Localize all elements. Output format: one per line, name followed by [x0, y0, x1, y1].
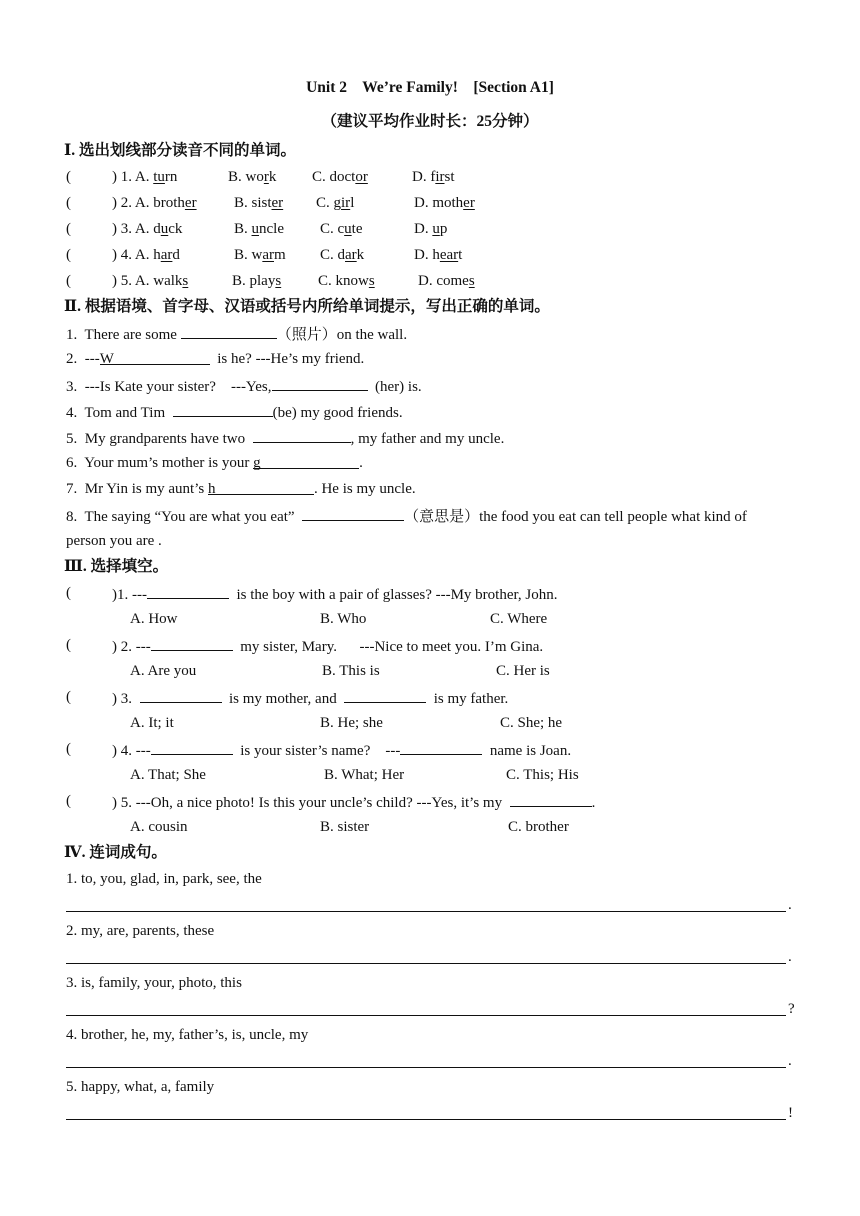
option-text: B.	[234, 221, 252, 237]
question-text: is my mother, and	[221, 691, 345, 707]
underlined-part: er	[271, 195, 284, 211]
underlined-part: s	[182, 273, 189, 289]
item-text: （照片）on the wall.	[276, 327, 408, 343]
choice-question-4	[112, 739, 571, 761]
option-a	[112, 219, 182, 239]
underlined-part: r	[263, 169, 269, 185]
underlined-part: ar	[345, 247, 357, 263]
answer-blank[interactable]	[400, 739, 482, 755]
fill-item-3	[66, 375, 422, 397]
underlined-part: ir	[341, 195, 351, 211]
option-text: D.	[414, 221, 433, 237]
end-punctuation: .	[788, 1053, 792, 1069]
question-number: ) 2. A.	[112, 195, 154, 211]
underlined-part: s	[275, 273, 282, 289]
answer-blank[interactable]	[140, 687, 222, 703]
option-a	[112, 167, 177, 187]
underlined-part: u	[344, 221, 352, 237]
choice-option-a[interactable]: A. Are you	[130, 663, 197, 679]
option-a	[112, 271, 188, 291]
item-text: （意思是）the food you eat can tell people what kind of	[404, 509, 747, 525]
word-prompt-2: 2. my, are, parents, these	[66, 923, 215, 939]
option-text: te	[351, 221, 363, 237]
item-text: (be) my good friends.	[272, 405, 403, 421]
underlined-part: u	[251, 221, 260, 237]
question-number: ) 1. A.	[112, 169, 154, 185]
choice-option-b[interactable]: B. sister	[320, 819, 370, 835]
option-text: broth	[153, 195, 185, 211]
option-d	[414, 193, 475, 213]
fill-item-8	[66, 505, 747, 527]
section-3-heading: Ⅲ. 选择填空。	[64, 558, 169, 575]
option-text: C. d	[320, 247, 346, 263]
answer-paren[interactable]: (	[66, 195, 71, 211]
question-text: ) 3.	[112, 691, 140, 707]
section-1-heading: Ⅰ. 选出划线部分读音不同的单词。	[64, 142, 297, 159]
fill-item-2	[66, 349, 364, 369]
answer-paren[interactable]: (	[66, 637, 71, 653]
section-2-heading: Ⅱ. 根据语境、首字母、汉语或括号内所给单词提示，写出正确的单词。	[64, 298, 550, 315]
option-text: p	[439, 221, 448, 237]
option-text: B. sist	[234, 195, 272, 211]
question-text: )1. ---	[112, 587, 147, 603]
option-text: k	[356, 247, 365, 263]
option-text: D. moth	[414, 195, 464, 211]
answer-line[interactable]	[66, 1067, 786, 1068]
option-b	[234, 219, 284, 239]
option-d	[418, 271, 475, 291]
option-text: m	[274, 247, 286, 263]
underlined-part: ir	[435, 169, 445, 185]
option-text: walk	[153, 273, 183, 289]
underlined-part: er	[463, 195, 475, 211]
page-subtitle: （建议平均作业时长：25分钟）	[321, 113, 539, 130]
option-text: k	[268, 169, 277, 185]
end-punctuation: .	[788, 949, 792, 965]
item-text: 1. There are some	[66, 327, 181, 343]
item-text: 7. Mr Yin is my aunt’s	[66, 481, 208, 497]
fill-item-7	[66, 479, 416, 499]
answer-blank[interactable]	[151, 635, 233, 651]
option-text: D. come	[418, 273, 469, 289]
question-text: my sister, Mary. ---Nice to meet you. I’m Gina.	[232, 639, 544, 655]
answer-blank[interactable]	[302, 505, 404, 521]
option-text: C. know	[318, 273, 369, 289]
option-text: D. h	[414, 247, 440, 263]
word-prompt-4: 4. brother, he, my, father’s, is, uncle, my	[66, 1027, 309, 1043]
word-prompt-5: 5. happy, what, a, family	[66, 1079, 215, 1095]
option-text: D. f	[412, 169, 436, 185]
underlined-part: u	[160, 221, 169, 237]
answer-paren[interactable]: (	[66, 793, 71, 809]
item-text: .	[359, 455, 363, 471]
end-punctuation: !	[788, 1105, 793, 1121]
fill-item-1	[66, 323, 407, 345]
question-text: is the boy with a pair of glasses? ---My brother, John.	[228, 587, 558, 603]
answer-blank[interactable]	[253, 453, 359, 469]
choice-option-c[interactable]: C. brother	[508, 819, 569, 835]
underlined-part: er	[184, 195, 197, 211]
question-text: is your sister’s name? ---	[232, 743, 401, 759]
underlined-part: or	[355, 169, 368, 185]
question-number: ) 5. A.	[112, 273, 154, 289]
answer-line[interactable]	[66, 963, 786, 964]
option-a	[112, 193, 197, 213]
answer-paren[interactable]: (	[66, 247, 71, 263]
choice-option-b[interactable]: B. Who	[320, 611, 367, 627]
underlined-part: ar	[262, 247, 274, 263]
option-d	[412, 167, 455, 187]
page-title: Unit 2 We’re Family! [Section A1]	[306, 79, 554, 96]
choice-option-a[interactable]: A. It; it	[130, 715, 174, 731]
answer-blank[interactable]	[173, 401, 273, 417]
choice-question-1	[112, 583, 557, 605]
choice-option-c[interactable]: C. Where	[490, 611, 548, 627]
fill-item-4	[66, 401, 403, 423]
answer-paren[interactable]: (	[66, 221, 71, 237]
answer-paren[interactable]: (	[66, 169, 71, 185]
option-text: t	[458, 247, 463, 263]
choice-option-b[interactable]: B. He; she	[320, 715, 383, 731]
choice-option-a[interactable]: A. cousin	[130, 819, 188, 835]
choice-question-2	[112, 635, 543, 657]
fill-item-5	[66, 427, 504, 449]
question-number: ) 3. A.	[112, 221, 154, 237]
option-c	[312, 167, 368, 187]
end-punctuation: .	[788, 897, 792, 913]
answer-paren[interactable]: (	[66, 689, 71, 705]
option-text: C. c	[320, 221, 345, 237]
underlined-part: s	[468, 273, 475, 289]
answer-paren[interactable]: (	[66, 273, 71, 289]
answer-paren[interactable]: (	[66, 741, 71, 757]
option-text: B. w	[234, 247, 263, 263]
item-text: 8. The saying “You are what you eat”	[66, 509, 303, 525]
option-b	[234, 245, 286, 265]
option-text: ncle	[259, 221, 284, 237]
option-c	[316, 193, 354, 213]
question-text: name is Joan.	[482, 743, 572, 759]
option-text: d	[153, 221, 161, 237]
answer-blank[interactable]	[151, 739, 233, 755]
fill-item-8-continued: person you are .	[66, 533, 162, 549]
answer-line[interactable]	[66, 1015, 786, 1016]
choice-option-b[interactable]: B. What; Her	[324, 767, 405, 783]
option-a	[112, 245, 180, 265]
option-text: l	[350, 195, 355, 211]
answer-blank[interactable]	[272, 375, 368, 391]
item-text: is he? ---He’s my friend.	[209, 351, 365, 367]
option-c	[318, 271, 375, 291]
option-b	[234, 193, 283, 213]
choice-option-b[interactable]: B. This is	[322, 663, 380, 679]
question-text: ) 4. ---	[112, 743, 151, 759]
item-text: 5. My grandparents have two	[66, 431, 253, 447]
option-d	[414, 245, 462, 265]
hint-letter: W	[99, 351, 114, 367]
underlined-part: s	[368, 273, 375, 289]
answer-line[interactable]	[66, 1119, 786, 1120]
end-punctuation: ?	[788, 1001, 795, 1017]
underlined-part: tu	[153, 169, 165, 185]
item-text: 3. ---Is Kate your sister? ---Yes,	[66, 379, 272, 395]
question-text: is my father.	[426, 691, 509, 707]
choice-question-5	[112, 791, 595, 813]
question-number: ) 4. A.	[112, 247, 154, 263]
question-text: ) 2. ---	[112, 639, 151, 655]
fill-item-6	[66, 453, 363, 473]
word-prompt-1: 1. to, you, glad, in, park, see, the	[66, 871, 262, 887]
underlined-part: ar	[160, 247, 173, 263]
option-d	[414, 219, 447, 239]
choice-option-c[interactable]: C. She; he	[500, 715, 563, 731]
option-text: B. play	[232, 273, 276, 289]
option-text: C. doct	[312, 169, 356, 185]
option-text: B. wo	[228, 169, 264, 185]
item-text: (her) is.	[367, 379, 422, 395]
item-text: 2. ---	[66, 351, 100, 367]
hint-letter: g	[253, 455, 261, 471]
underlined-part: ear	[439, 247, 459, 263]
underlined-part: u	[432, 221, 440, 237]
question-text: .	[591, 795, 596, 811]
answer-blank[interactable]	[181, 323, 277, 339]
option-text: ck	[168, 221, 183, 237]
hint-letter: h	[207, 481, 216, 497]
choice-option-a[interactable]: A. That; She	[130, 767, 206, 783]
answer-line[interactable]	[66, 911, 786, 912]
option-c	[320, 219, 363, 239]
question-text: ) 5. ---Oh, a nice photo! Is this your uncle’s child? ---Yes, it’s my	[112, 795, 510, 811]
option-b	[232, 271, 281, 291]
word-prompt-3: 3. is, family, your, photo, this	[66, 975, 242, 991]
item-text: 4. Tom and Tim	[66, 405, 173, 421]
item-text: . He is my uncle.	[313, 481, 416, 497]
answer-blank[interactable]	[100, 349, 210, 365]
option-text: st	[444, 169, 455, 185]
item-text: , my father and my uncle.	[350, 431, 505, 447]
choice-option-c[interactable]: C. This; His	[506, 767, 579, 783]
choice-option-a[interactable]: A. How	[130, 611, 178, 627]
option-text: d	[172, 247, 180, 263]
option-c	[320, 245, 364, 265]
choice-question-3	[112, 687, 508, 709]
option-text: h	[153, 247, 161, 263]
option-b	[228, 167, 276, 187]
choice-option-c[interactable]: C. Her is	[496, 663, 550, 679]
option-text: C. g	[316, 195, 342, 211]
answer-blank[interactable]	[344, 687, 426, 703]
answer-paren[interactable]: (	[66, 585, 71, 601]
answer-blank[interactable]	[208, 479, 314, 495]
answer-blank[interactable]	[253, 427, 351, 443]
section-4-heading: Ⅳ. 连词成句。	[64, 844, 167, 861]
option-text: rn	[164, 169, 178, 185]
answer-blank[interactable]	[510, 791, 592, 807]
answer-blank[interactable]	[147, 583, 229, 599]
item-text: 6. Your mum’s mother is your	[66, 455, 254, 471]
